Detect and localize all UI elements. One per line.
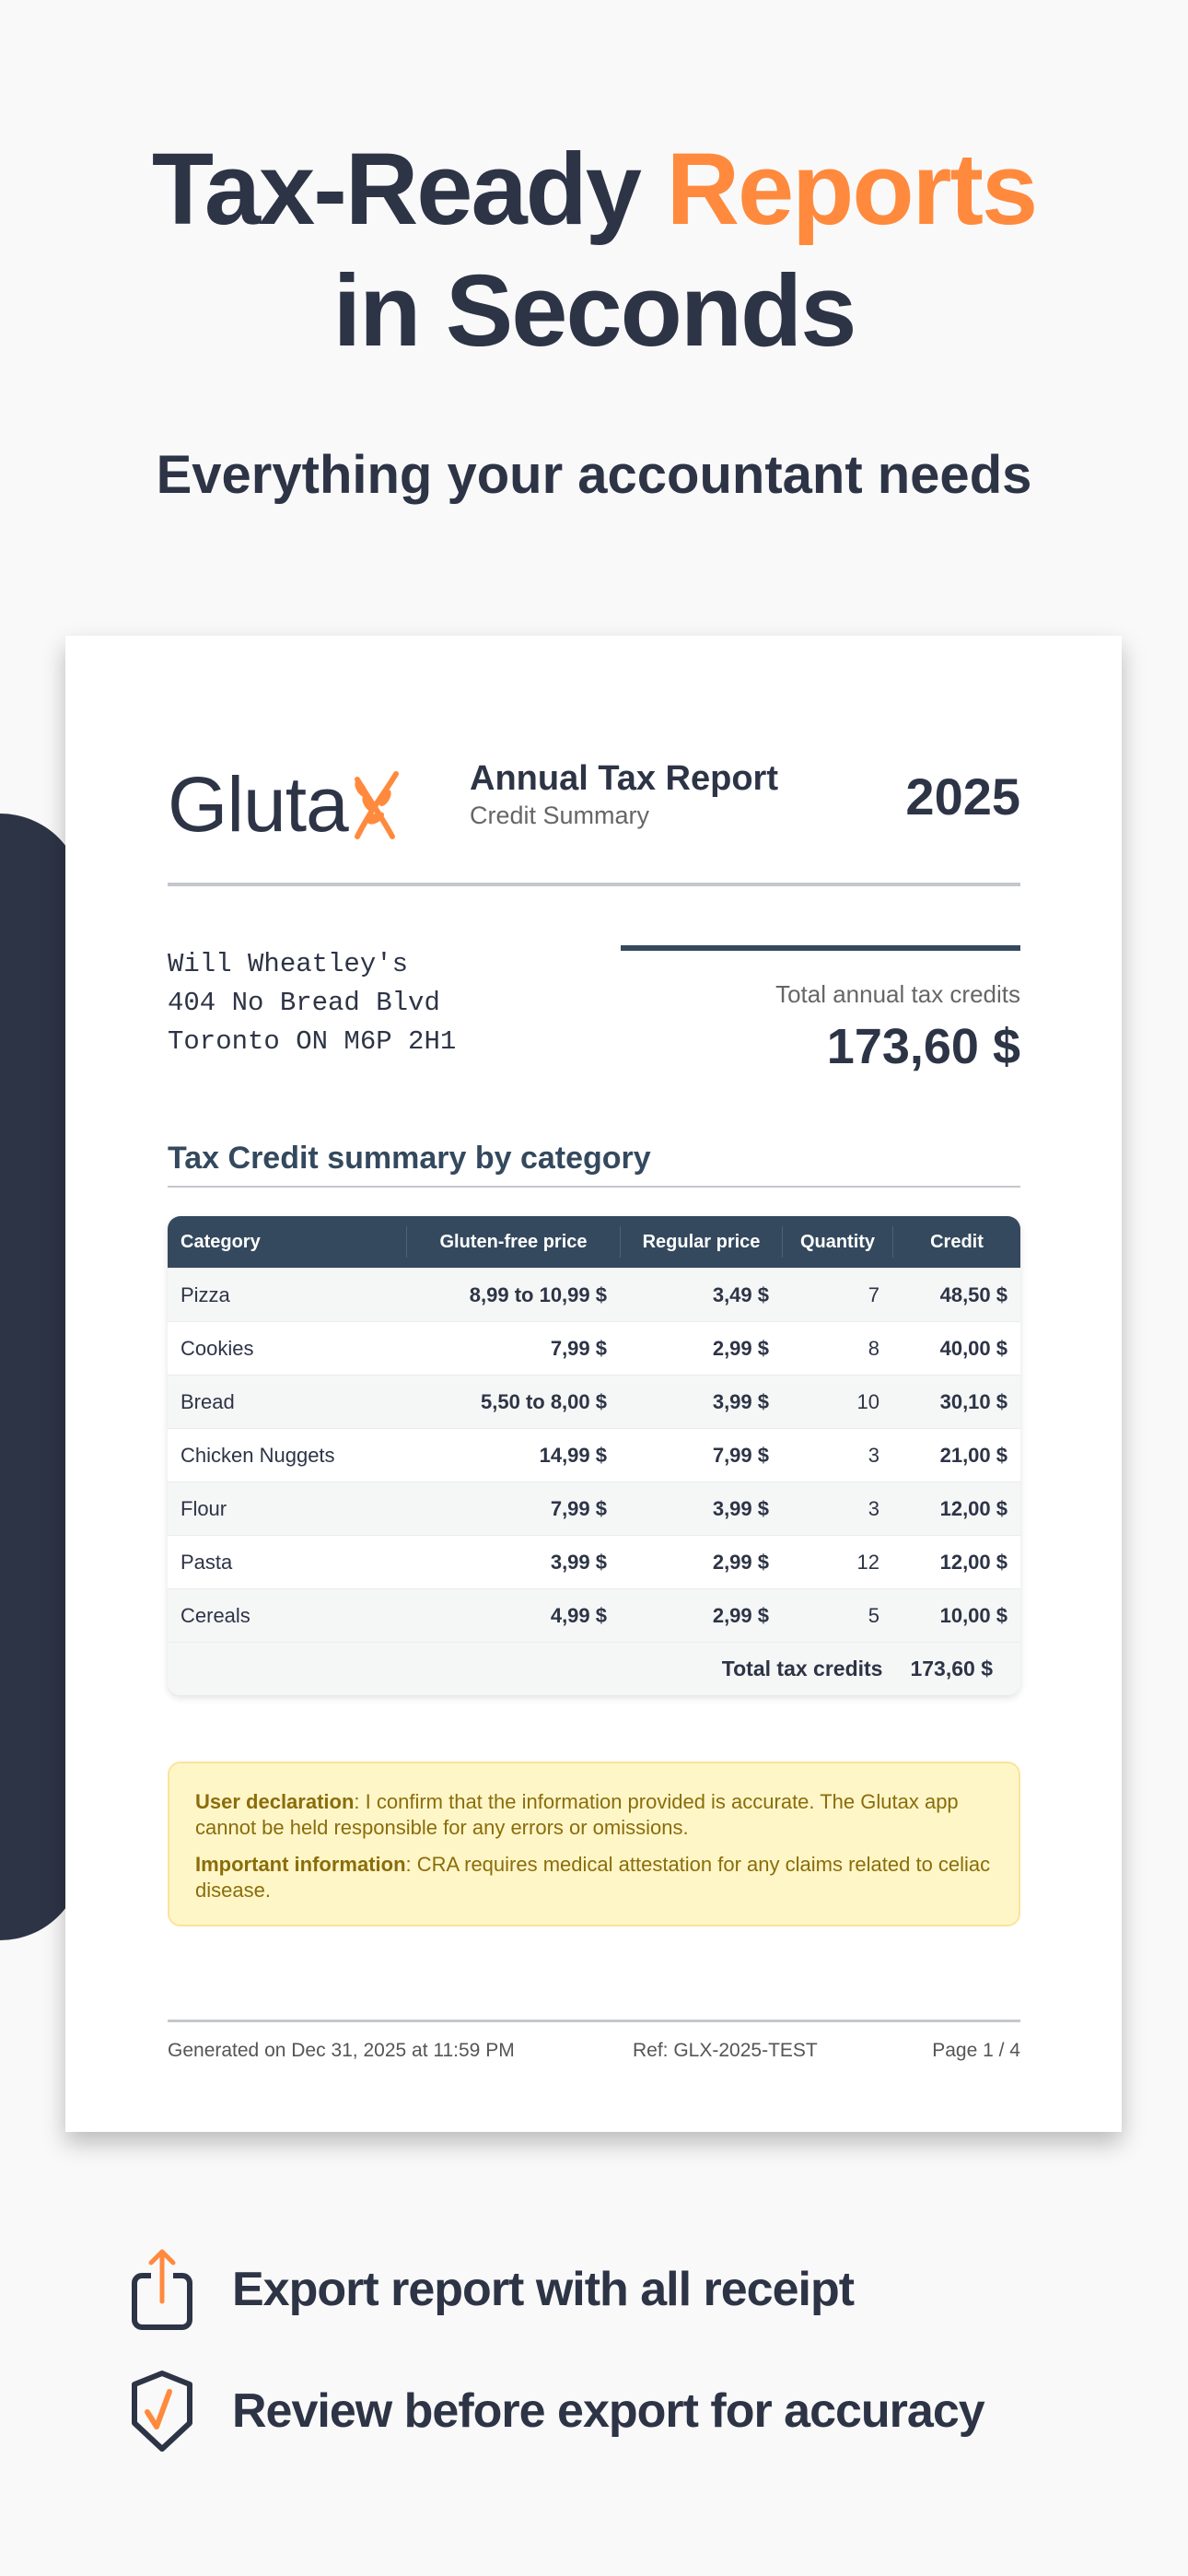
cell-credit: 12,00 $ [939,1496,1007,1520]
user-declaration [195,1789,993,1841]
feature-label: Review before export for accuracy [232,2384,984,2438]
total-label: Total annual tax credits [775,980,1020,1008]
title-line2: in Seconds [332,254,856,368]
cell-quantity: 12 [856,1550,879,1574]
feature-review [129,2370,984,2453]
accent-bar [621,945,1020,951]
cell-gluten-free-price: 8,99 to 10,99 $ [469,1282,607,1306]
cell-quantity: 3 [868,1496,879,1520]
cell-credit: 48,50 $ [939,1282,1007,1306]
title-part: Tax-Ready [151,133,667,246]
table-row [168,1588,1020,1642]
report-ref: Ref: GLX-2025-TEST [633,2040,818,2061]
cell-gluten-free-price: 14,99 $ [539,1443,607,1467]
cell-gluten-free-price: 7,99 $ [550,1496,607,1520]
cell-credit: 10,00 $ [939,1603,1007,1627]
notice-text: : CRA requires medical attestation for any claims related to celiac disease. [195,1853,991,1902]
notice-label: Important information [195,1853,406,1876]
cell-category: Pizza [181,1282,230,1306]
cell-category: Flour [181,1496,227,1520]
table-row [168,1428,1020,1481]
logo [168,760,403,849]
cell-gluten-free-price: 3,99 $ [550,1550,607,1574]
cell-quantity: 7 [868,1282,879,1306]
column-header: Credit [892,1226,1020,1258]
table-row [168,1535,1020,1588]
cell-credit: 21,00 $ [939,1443,1007,1467]
cell-regular-price: 2,99 $ [712,1336,769,1360]
table-row [168,1268,1020,1321]
credit-table [168,1216,1020,1695]
divider [168,1186,1020,1188]
share-export-icon [129,2248,195,2331]
page-number: Page 1 / 4 [932,2040,1020,2061]
column-header: Gluten-free price [406,1226,620,1258]
cell-category: Bread [181,1389,235,1413]
cell-category: Pasta [181,1550,233,1574]
report-year: 2025 [905,767,1020,825]
address-block [168,945,456,1061]
table-total-value: 173,60 $ [910,1657,993,1680]
cell-quantity: 5 [868,1603,879,1627]
column-header: Category [181,1232,261,1252]
column-header: Regular price [620,1226,782,1258]
address-line: Toronto ON M6P 2H1 [168,1026,457,1057]
cell-regular-price: 3,99 $ [712,1496,769,1520]
cell-gluten-free-price: 4,99 $ [550,1603,607,1627]
report-preview [65,636,1122,2132]
report-subtitle: Credit Summary [470,802,650,829]
hero-title [0,129,1188,372]
column-header: Quantity [782,1226,892,1258]
address-line: Will Wheatley's [168,949,409,979]
divider [168,883,1020,886]
cell-regular-price: 3,49 $ [712,1282,769,1306]
cell-category: Chicken Nuggets [181,1443,335,1467]
total-value: 173,60 $ [826,1019,1020,1074]
cell-regular-price: 2,99 $ [712,1550,769,1574]
cell-quantity: 8 [868,1336,879,1360]
cell-credit: 30,10 $ [939,1389,1007,1413]
wheat-x-icon [348,770,403,840]
notice-box [168,1762,1020,1926]
table-total-label: Total tax credits [721,1657,883,1680]
logo-text: Gluta [168,761,348,848]
table-body [168,1268,1020,1642]
cell-credit: 40,00 $ [939,1336,1007,1360]
cell-regular-price: 7,99 $ [712,1443,769,1467]
cell-quantity: 10 [856,1389,879,1413]
table-row [168,1481,1020,1535]
feature-label: Export report with all receipt [232,2263,855,2316]
address-line: 404 No Bread Blvd [168,988,440,1018]
cell-regular-price: 2,99 $ [712,1603,769,1627]
generated-date: Generated on Dec 31, 2025 at 11:59 PM [168,2040,515,2061]
table-row [168,1375,1020,1428]
cell-quantity: 3 [868,1443,879,1467]
cell-gluten-free-price: 7,99 $ [550,1336,607,1360]
notice-label: User declaration [195,1790,355,1813]
section-title: Tax Credit summary by category [168,1141,651,1176]
cell-credit: 12,00 $ [939,1550,1007,1574]
hero-subtitle: Everything your accountant needs [156,445,1032,505]
cell-gluten-free-price: 5,50 to 8,00 $ [481,1389,607,1413]
cell-category: Cookies [181,1336,254,1360]
important-info [195,1852,993,1903]
report-title: Annual Tax Report [470,759,778,798]
shield-check-icon [129,2370,195,2453]
table-row [168,1321,1020,1375]
cell-regular-price: 3,99 $ [712,1389,769,1413]
notice-text: : I confirm that the information provided is accurate. The Glutax app cannot be held responsible for any errors or omissions. [195,1790,959,1839]
table-header [168,1216,1020,1268]
table-total-row [168,1642,1020,1695]
feature-export [129,2248,854,2331]
cell-category: Cereals [181,1603,250,1627]
title-accent: Reports [666,133,1037,246]
divider [168,2020,1020,2022]
